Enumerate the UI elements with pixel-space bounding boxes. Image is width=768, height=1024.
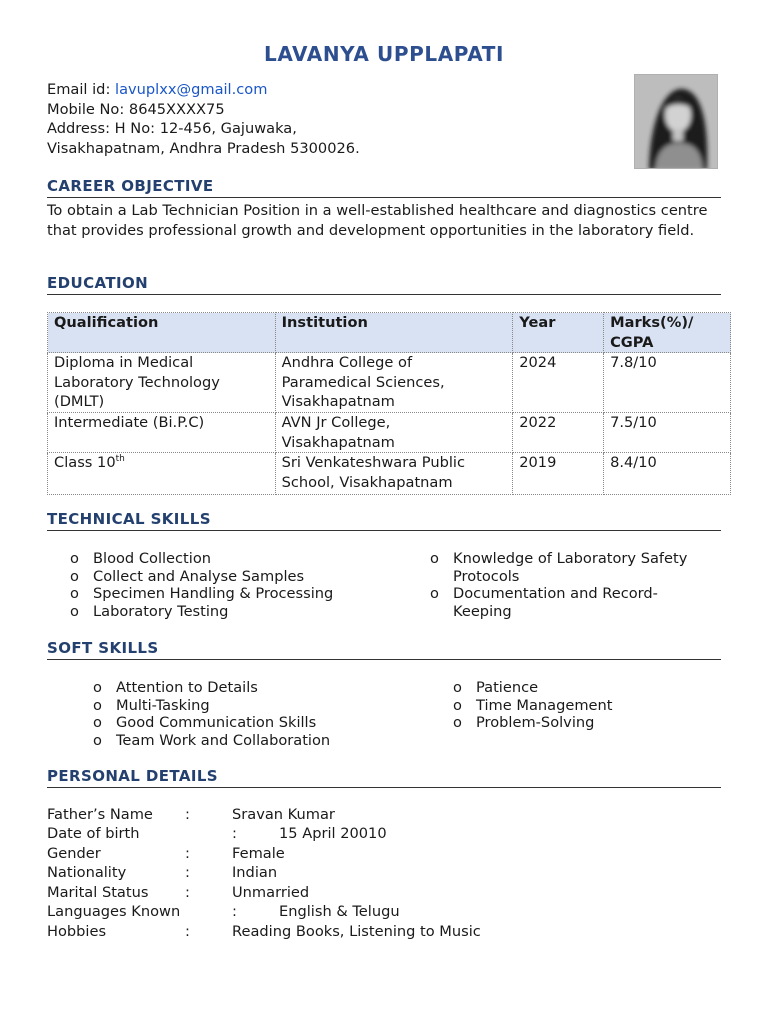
cell-qualification: Intermediate (Bi.P.C) xyxy=(48,412,276,452)
table-row xyxy=(48,453,731,495)
pd-value: Reading Books, Listening to Music xyxy=(232,923,481,940)
class-10-superscript: th xyxy=(115,454,125,465)
bullet-icon: o xyxy=(93,714,102,732)
list-item xyxy=(430,550,720,585)
class-10-text: Class 10 xyxy=(54,454,116,472)
profile-photo xyxy=(634,74,718,169)
list-item xyxy=(453,714,713,732)
bullet-icon: o xyxy=(70,585,79,603)
cell-marks: 8.4/10 xyxy=(604,453,731,495)
pd-value: Female xyxy=(232,845,285,862)
bullet-icon: o xyxy=(70,550,79,567)
cell-qualification xyxy=(48,453,276,495)
list-item xyxy=(453,679,713,697)
address-line-1: Address: H No: 12-456, Gajuwaka, xyxy=(47,120,297,138)
skill-text: Specimen Handling & Processing xyxy=(93,585,334,603)
pd-value: English & Telugu xyxy=(279,903,400,920)
technical-skills-list-right xyxy=(430,550,730,620)
bullet-icon: o xyxy=(453,679,462,696)
cell-marks: 7.8/10 xyxy=(604,353,731,413)
cell-year: 2019 xyxy=(513,453,604,495)
skill-text: Good Communication Skills xyxy=(116,714,317,732)
email-label: Email id: xyxy=(47,81,116,98)
header-marks: Marks(%)/ CGPA xyxy=(604,313,731,353)
bullet-icon: o xyxy=(430,550,439,567)
bullet-icon: o xyxy=(70,602,79,620)
skill-text: Knowledge of Laboratory Safety Protocols xyxy=(453,550,688,585)
email-line xyxy=(47,80,360,100)
bullet-icon: o xyxy=(430,585,439,603)
pd-label: Hobbies xyxy=(47,923,107,940)
profile-photo-image xyxy=(635,75,718,169)
bullet-icon: o xyxy=(93,731,102,749)
pd-value: Sravan Kumar xyxy=(232,806,335,823)
list-item xyxy=(430,585,695,620)
table-row xyxy=(48,353,731,413)
table-row xyxy=(48,412,731,452)
list-item xyxy=(70,603,410,621)
bullet-icon: o xyxy=(453,696,462,714)
cell-institution: Andhra College of Paramedical Sciences, Visakhapatnam xyxy=(275,353,513,413)
pd-colon: : xyxy=(232,825,237,842)
list-item xyxy=(70,585,410,603)
pd-colon: : xyxy=(185,806,190,823)
pd-colon: : xyxy=(185,884,190,901)
skill-text: Patience xyxy=(476,679,539,696)
soft-skills-heading: SOFT SKILLS xyxy=(47,639,721,660)
cell-year: 2022 xyxy=(513,412,604,452)
cell-year: 2024 xyxy=(513,353,604,413)
candidate-name: LAVANYA UPPLAPATI xyxy=(263,42,505,66)
soft-skills-list-right xyxy=(453,679,713,732)
personal-details-heading: PERSONAL DETAILS xyxy=(47,767,721,788)
pd-label: Date of birth xyxy=(47,825,140,842)
education-heading: EDUCATION xyxy=(47,274,721,295)
pd-label: Gender xyxy=(47,845,101,862)
email-link[interactable]: lavuplxx@gmail.com xyxy=(115,81,268,98)
pd-label: Nationality xyxy=(47,864,127,881)
pd-colon: : xyxy=(185,845,190,862)
mobile-line: Mobile No: 8645XXXX75 xyxy=(47,100,225,118)
pd-value: 15 April 20010 xyxy=(279,825,387,842)
skill-text: Time Management xyxy=(476,696,613,714)
skill-text: Problem-Solving xyxy=(476,714,595,732)
cell-institution: AVN Jr College, Visakhapatnam xyxy=(275,412,513,452)
pd-colon: : xyxy=(185,864,190,881)
list-item xyxy=(70,568,410,586)
cell-institution: Sri Venkateshwara Public School, Visakhapatnam xyxy=(275,453,513,495)
cell-qualification: Diploma in Medical Laboratory Technology (DMLT) xyxy=(48,353,276,413)
bullet-icon: o xyxy=(93,696,102,714)
contact-block xyxy=(47,80,360,158)
pd-value: Indian xyxy=(232,864,278,881)
pd-colon: : xyxy=(185,923,190,940)
skill-text: Attention to Details xyxy=(116,679,258,696)
skill-text: Laboratory Testing xyxy=(93,602,229,620)
pd-value: Unmarried xyxy=(232,884,310,901)
career-objective-heading: CAREER OBJECTIVE xyxy=(47,177,721,198)
skill-text: Collect and Analyse Samples xyxy=(93,567,305,585)
skill-text: Team Work and Collaboration xyxy=(116,731,331,749)
cell-marks: 7.5/10 xyxy=(604,412,731,452)
pd-colon: : xyxy=(232,903,237,920)
education-table xyxy=(47,312,731,495)
address-line-2: Visakhapatnam, Andhra Pradesh 5300026. xyxy=(47,139,360,157)
list-item xyxy=(93,679,433,697)
soft-skills-list-left xyxy=(93,679,433,749)
education-table-header-row xyxy=(48,313,731,353)
bullet-icon: o xyxy=(93,679,102,696)
list-item xyxy=(93,732,433,750)
list-item xyxy=(93,697,433,715)
list-item xyxy=(93,714,433,732)
pd-label: Marital Status xyxy=(47,884,149,901)
pd-label: Languages Known xyxy=(47,903,181,920)
technical-skills-heading: TECHNICAL SKILLS xyxy=(47,510,721,531)
skill-text: Blood Collection xyxy=(93,550,212,567)
list-item xyxy=(453,697,713,715)
skill-text: Documentation and Record-Keeping xyxy=(453,585,658,620)
list-item xyxy=(70,550,410,568)
skill-text: Multi-Tasking xyxy=(116,696,210,714)
header-qualification: Qualification xyxy=(48,313,276,353)
bullet-icon: o xyxy=(453,714,462,732)
technical-skills-list-left xyxy=(70,550,410,620)
pd-label: Father’s Name xyxy=(47,806,153,823)
bullet-icon: o xyxy=(70,567,79,585)
header-year: Year xyxy=(513,313,604,353)
career-objective-text: To obtain a Lab Technician Position in a well-established healthcare and diagnostics centre that provides professional growth and development opportunities in the laboratory field. xyxy=(47,202,708,239)
header-institution: Institution xyxy=(275,313,513,353)
